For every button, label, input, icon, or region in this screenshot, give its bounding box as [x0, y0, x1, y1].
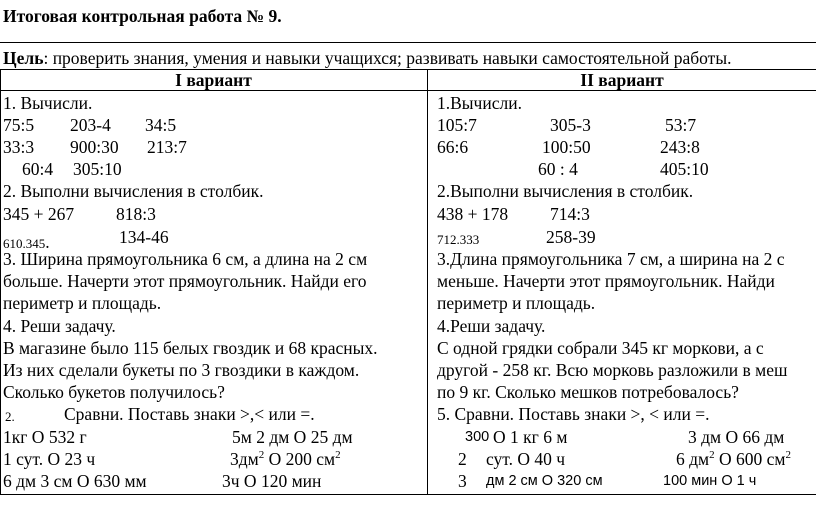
task-1-item: 203-4	[70, 115, 111, 135]
task-1-title: 1. Вычисли.	[3, 93, 93, 113]
task-1-item: 105:7	[437, 115, 477, 135]
task-5-text: О 600 см	[714, 449, 786, 469]
task-2-item: 714:3	[550, 204, 590, 224]
task-5-text: О 200 см	[264, 449, 336, 469]
task-1-item: 405:10	[660, 159, 709, 179]
superscript: 2	[335, 449, 341, 461]
task-5-item: 100 мин О 1 ч	[663, 473, 757, 489]
task-2-item: 258-39	[546, 227, 596, 247]
task-5-item	[676, 449, 791, 470]
task-2-title: 2. Выполни вычисления в столбик.	[3, 181, 264, 201]
task-4-line: В магазине было 115 белых гвоздик и 68 красных.	[3, 338, 378, 358]
task-1-item: 305-3	[550, 115, 591, 135]
task-2-title: 2.Выполни вычисления в столбик.	[437, 181, 694, 201]
task-5-number: 300	[465, 429, 490, 445]
task-1-item: 66:6	[437, 137, 469, 157]
variant-2-heading: II вариант	[580, 70, 664, 90]
task-1-item: 900:30	[70, 137, 119, 157]
task-1-item: 100:50	[542, 137, 591, 157]
task-2-item: 345 + 267	[3, 204, 75, 224]
superscript: 2	[785, 449, 791, 461]
divider	[0, 42, 816, 43]
task-3-line: меньше. Начерти этот прямоугольник. Найди	[437, 271, 775, 291]
task-1-title: 1.Вычисли.	[437, 93, 522, 113]
task-4-line: другой - 258 кг. Всю морковь разложили в меш	[437, 360, 788, 380]
task-5-item: 1 сут. О 23 ч	[3, 449, 96, 469]
task-4-title: 4.Реши задачу.	[437, 316, 546, 336]
task-5-item	[230, 449, 341, 470]
task-5-title: Сравни. Поставь знаки >,< или =.	[64, 404, 315, 424]
goal-text: : проверить знания, умения и навыки учащихся; развивать навыки самостоятельной работы.	[43, 48, 732, 68]
task-3-line: периметр и площадь.	[437, 293, 596, 313]
task-5-item: дм 2 см О 320 см	[486, 473, 603, 489]
task-1-item: 34:5	[145, 115, 177, 135]
table-bottom-border	[0, 494, 816, 495]
task-5-number: 2	[458, 449, 467, 469]
task-5-number: 2.	[5, 409, 15, 424]
task-2-item: 818:3	[116, 204, 156, 224]
task-1-item: 60 : 4	[538, 159, 578, 179]
task-1-item: 213:7	[147, 137, 187, 157]
task-3-line: больше. Начерти этот прямоугольник. Найди его	[3, 271, 367, 291]
goal-line	[3, 48, 731, 69]
task-5-title: 5. Сравни. Поставь знаки >, < или =.	[437, 404, 710, 424]
task-4-line: Сколько букетов получилось?	[3, 382, 225, 402]
task-4-title: 4. Реши задачу.	[3, 316, 116, 336]
task-2-item: 438 + 178	[437, 204, 509, 224]
task-5-item: О 1 кг 6 м	[493, 427, 568, 447]
task-1-item: 53:7	[665, 115, 697, 135]
column-divider	[427, 69, 428, 495]
goal-label: Цель	[3, 48, 44, 68]
task-3-line: периметр и площадь.	[3, 293, 162, 313]
task-1-item: 243:8	[660, 137, 700, 157]
task-5-number: 3	[458, 471, 467, 491]
task-1-item: 75:5	[3, 115, 35, 135]
task-5-text: 6 дм	[676, 449, 710, 469]
superscript: 2	[709, 449, 715, 461]
task-5-item: 3 дм О 66 дм	[688, 427, 785, 447]
table-left-border	[0, 69, 1, 495]
task-5-item: 3ч О 120 мин	[222, 471, 322, 491]
task-5-item: 1кг О 532 г	[3, 427, 87, 447]
task-5-item: сут. О 40 ч	[486, 449, 566, 469]
task-2-item-small: 712.333	[437, 232, 480, 247]
task-5-text: 3дм	[230, 449, 259, 469]
task-3-line: 3.Длина прямоугольника 7 см, а ширина на 2 с	[437, 249, 785, 269]
task-1-item: 305:10	[73, 159, 122, 179]
variant-1-heading: I вариант	[175, 70, 252, 90]
task-2-small-number: 610.345	[3, 236, 46, 251]
task-3-line: 3. Ширина прямоугольника 6 см, а длина на 2 см	[3, 249, 368, 269]
task-2-item: 134-46	[119, 227, 169, 247]
task-5-item: 5м 2 дм О 25 дм	[232, 427, 353, 447]
task-1-item: 60:4	[22, 159, 54, 179]
superscript: 2	[258, 449, 265, 461]
task-2-dot: .	[45, 232, 50, 252]
task-4-line: Из них сделали букеты по 3 гвоздики в каждом.	[3, 360, 360, 380]
document-title: Итоговая контрольная работа № 9.	[3, 6, 282, 26]
task-5-item: 6 дм 3 см О 630 мм	[3, 471, 147, 491]
task-1-item: 33:3	[3, 137, 35, 157]
task-4-line: по 9 кг. Сколько мешков потребовалось?	[437, 382, 739, 402]
task-4-line: С одной грядки собрали 345 кг моркови, а с	[437, 338, 764, 358]
